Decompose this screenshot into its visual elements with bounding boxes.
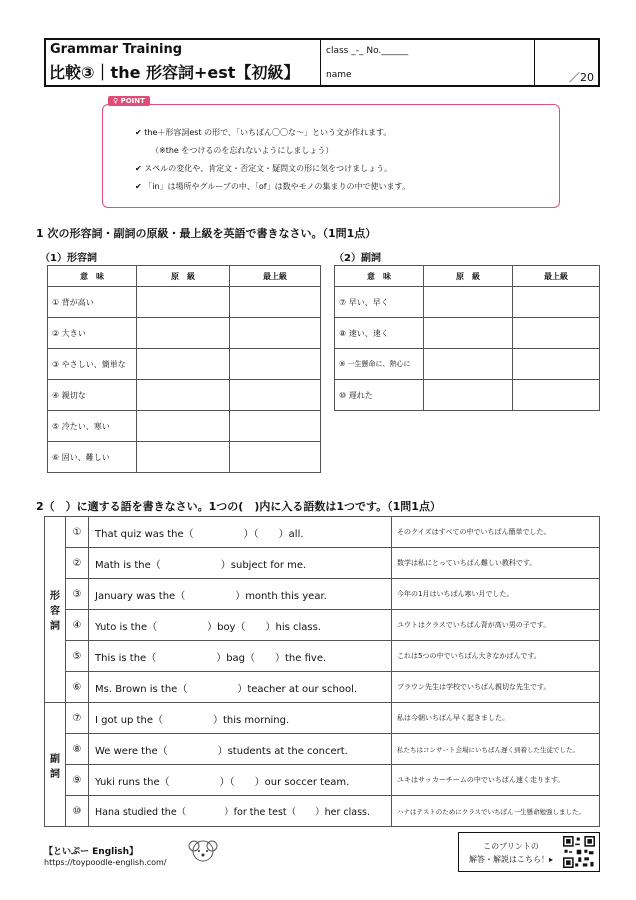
brand-url[interactable]: https://toypoodle-english.com/ (44, 858, 167, 867)
question-sentence[interactable]: January was the（ ）month this year. (89, 579, 392, 610)
adv-subtitle: （2）副詞 (334, 253, 381, 264)
adverb-group-label (45, 703, 66, 827)
table-row (45, 548, 600, 579)
col-base: 原 級 (424, 266, 513, 287)
table-row (45, 765, 600, 796)
answer-cell[interactable] (424, 380, 513, 411)
col-superlative: 最上級 (513, 266, 600, 287)
answer-cell[interactable] (137, 318, 230, 349)
poodle-logo-icon (186, 836, 220, 866)
meaning-cell: ⑨ 一生懸命に、熱心に (335, 349, 424, 380)
col-base: 原 級 (137, 266, 230, 287)
answer-cell[interactable] (513, 349, 600, 380)
question-translation: 数学は私にとっていちばん難しい教科です。 (392, 548, 600, 579)
meaning-cell: ④ 親切な (48, 380, 137, 411)
question-translation: 今年の1月はいちばん寒い月でした。 (392, 579, 600, 610)
table-row (45, 703, 600, 734)
question-translation: ハナはテストのためにクラスでいちばん一生懸命勉強しました。 (392, 796, 600, 827)
section2-title: 2（ ）に適する語を書きなさい。1つの( )内に入る語数は1つです。（1問1点） (36, 500, 441, 513)
answer-cell[interactable] (230, 287, 321, 318)
table-row (45, 641, 600, 672)
point-line-4: ✔ 「in」は場所やグループの中、「of」は数やモノの集まりの中で使います。 (135, 182, 410, 191)
answer-cell[interactable] (424, 287, 513, 318)
qr-code-icon[interactable] (563, 836, 595, 868)
student-info-cell (320, 40, 535, 85)
question-number: ⑧ (66, 734, 89, 765)
answer-cell[interactable] (137, 380, 230, 411)
answer-cell[interactable] (513, 380, 600, 411)
col-superlative: 最上級 (230, 266, 321, 287)
question-sentence[interactable]: I got up the（ ）this morning. (89, 703, 392, 734)
table-row (45, 579, 600, 610)
point-tag (108, 96, 150, 106)
answer-cell[interactable] (513, 318, 600, 349)
meaning-cell: ⑤ 冷たい、寒い (48, 411, 137, 442)
name-field[interactable]: name (326, 70, 352, 80)
table-row (48, 318, 321, 349)
worksheet-title: 比較③｜the 形容詞+est【初級】 (49, 63, 300, 82)
worksheet-header (44, 38, 600, 87)
answer-cell[interactable] (230, 349, 321, 380)
point-line-2: （※the をつけるのを忘れないようにしましょう） (151, 146, 334, 155)
question-sentence[interactable]: Ms. Brown is the（ ）teacher at our school. (89, 672, 392, 703)
lightbulb-icon: ♀ (113, 97, 119, 105)
question-number: ⑩ (66, 796, 89, 827)
point-line-3: ✔ スペルの変化や、肯定文・否定文・疑問文の形に気をつけましょう。 (135, 164, 393, 173)
adjective-table (47, 265, 321, 473)
class-blank: _-_ (351, 46, 364, 56)
table-row (48, 442, 321, 473)
question-sentence[interactable]: That quiz was the（ ）（ ）all. (89, 517, 392, 548)
table-row (45, 672, 600, 703)
adjective-group-label (45, 517, 66, 703)
adj-subtitle: （1）形容詞 (40, 253, 97, 264)
table-row (45, 517, 600, 548)
answer-cell[interactable] (137, 287, 230, 318)
answer-cell[interactable] (513, 287, 600, 318)
answer-cell[interactable] (424, 318, 513, 349)
meaning-cell: ① 背が高い (48, 287, 137, 318)
score-cell (534, 40, 598, 85)
table-row (45, 734, 600, 765)
answer-cell[interactable] (230, 380, 321, 411)
answer-cell[interactable] (424, 349, 513, 380)
answer-cell[interactable] (230, 442, 321, 473)
score-total: ／20 (569, 71, 594, 84)
col-meaning: 意 味 (48, 266, 137, 287)
question-translation: そのクイズはすべての中でいちばん簡単でした。 (392, 517, 600, 548)
meaning-cell: ⑥ 固い、難しい (48, 442, 137, 473)
question-sentence[interactable]: This is the（ ）bag（ ）the five. (89, 641, 392, 672)
class-no-field[interactable] (326, 46, 408, 56)
question-translation: 私たちはコンサート会場にいちばん遅く到着した生徒でした。 (392, 734, 600, 765)
answer-cell[interactable] (137, 349, 230, 380)
answer-line-2: 解答・解説はこちら！▸ (468, 855, 553, 864)
table-row (48, 380, 321, 411)
question-translation: これは5つの中でいちばん大きなかばんです。 (392, 641, 600, 672)
meaning-cell: ⑩ 遅れた (335, 380, 424, 411)
point-box (102, 104, 560, 208)
point-tag-label: POINT (120, 97, 145, 105)
point-line-1: ✔ the＋形容詞est の形で、「いちばん〇〇な～」という文が作れます。 (135, 128, 392, 137)
question-translation: ユウトはクラスでいちばん背が高い男の子です。 (392, 610, 600, 641)
question-translation: 私は今朝いちばん早く起きました。 (392, 703, 600, 734)
question-number: ① (66, 517, 89, 548)
answer-cell[interactable] (137, 411, 230, 442)
table-row (48, 411, 321, 442)
table-row (48, 287, 321, 318)
question-number: ② (66, 548, 89, 579)
meaning-cell: ⑦ 早い、早く (335, 287, 424, 318)
col-meaning: 意 味 (335, 266, 424, 287)
question-translation: ブラウン先生は学校でいちばん親切な先生です。 (392, 672, 600, 703)
question-number: ⑥ (66, 672, 89, 703)
fill-in-table (44, 516, 600, 827)
brand-name: 【といぷー English】 (44, 847, 139, 857)
answer-cell[interactable] (137, 442, 230, 473)
table-row (45, 610, 600, 641)
question-number: ⑨ (66, 765, 89, 796)
answer-link-box[interactable] (458, 832, 600, 872)
table-row (335, 318, 600, 349)
question-number: ④ (66, 610, 89, 641)
table-row (335, 287, 600, 318)
title-cell (46, 40, 321, 85)
answer-cell[interactable] (230, 411, 321, 442)
class-label: class (326, 46, 349, 56)
question-sentence[interactable]: Yuki runs the（ ）（ ）our soccer team. (89, 765, 392, 796)
adjective-group-text: 形 容 詞 (50, 591, 60, 632)
answer-line-1: このプリントの (483, 842, 539, 851)
question-number: ⑦ (66, 703, 89, 734)
no-label: No.______ (366, 46, 409, 56)
section1-title: 1 次の形容詞・副詞の原級・最上級を英語で書きなさい。（1問1点） (36, 227, 377, 240)
table-row (335, 380, 600, 411)
question-number: ③ (66, 579, 89, 610)
question-sentence[interactable]: Hana studied the（ ）for the test（ ）her class. (89, 796, 392, 827)
question-sentence[interactable]: Math is the（ ）subject for me. (89, 548, 392, 579)
series-title: Grammar Training (50, 42, 183, 57)
table-row (45, 796, 600, 827)
meaning-cell: ⑧ 速い、速く (335, 318, 424, 349)
question-sentence[interactable]: Yuto is the（ ）boy（ ）his class. (89, 610, 392, 641)
meaning-cell: ② 大きい (48, 318, 137, 349)
table-row (335, 349, 600, 380)
meaning-cell: ③ やさしい、簡単な (48, 349, 137, 380)
adverb-group-text: 副 詞 (50, 753, 60, 780)
table-row (48, 349, 321, 380)
adverb-table (334, 265, 600, 411)
question-number: ⑤ (66, 641, 89, 672)
question-translation: ユキはサッカーチームの中でいちばん速く走ります。 (392, 765, 600, 796)
answer-cell[interactable] (230, 318, 321, 349)
question-sentence[interactable]: We were the（ ）students at the concert. (89, 734, 392, 765)
